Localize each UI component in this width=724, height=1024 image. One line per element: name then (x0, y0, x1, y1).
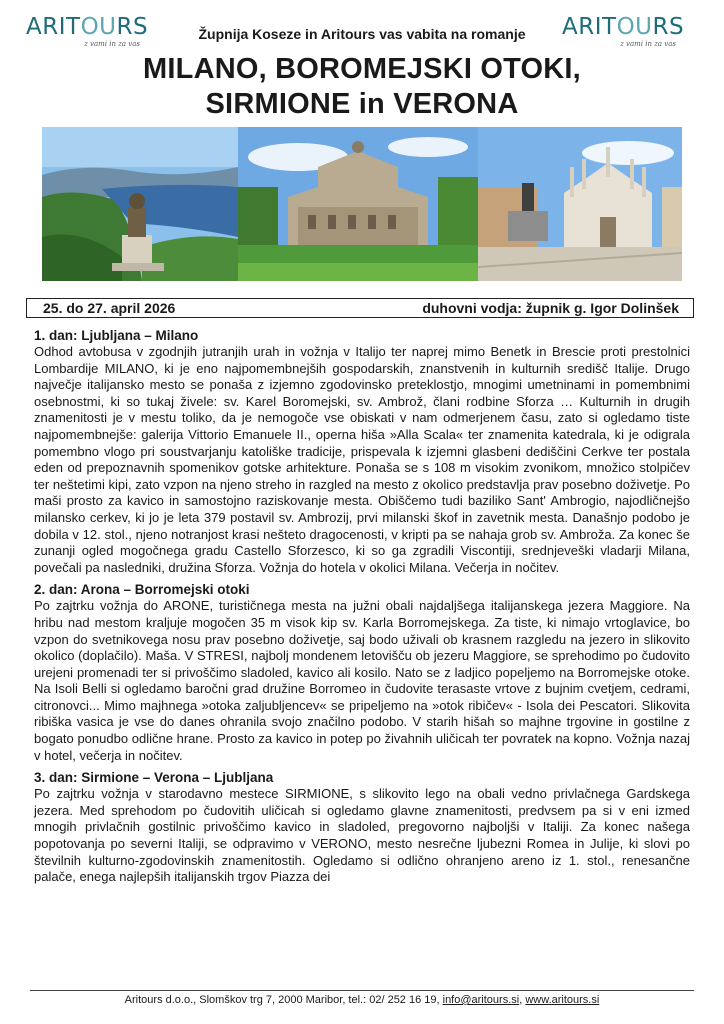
photo-strip (42, 127, 682, 281)
day-3-heading: 3. dan: Sirmione – Verona – Ljubljana (34, 770, 274, 786)
spiritual-leader: duhovni vodja: župnik g. Igor Dolinšek (422, 300, 679, 316)
aritours-logo-left: ARITOURS z vami in za vas (26, 14, 160, 54)
page-title (0, 52, 724, 122)
day-1-text: Odhod avtobusa v zgodnjih jutranjih urah in vožnja v Italijo ter naprej mimo Benetk in Brescie proti prestolnici Lombardije MILANO, ki je eno najpomembnejših gospodarskih, znanstvenih in kulturnih središč Italije. Drugo največje italijansko mesto se ponaša z izjemno zgodovinsko preteklostjo, mnogimi umetninami in pomembnimi osebnostmi, ki so tukaj živele: sv. Karel Boromejski, sv. Ambrož, člani rodbine Sforza … Kulturnih in drugih znamenitosti je v mestu toliko, da je nemogoče vse obiskati v nam odmerjenem času, zato si ogledamo tiste najpomembnejše: galerija Vittorio Emanuele II., operna hiša »Alla Scala« ter znamenita katedrala, ki je odigrala pomembno vlogo pri soustvarjanju katoliške tradicije, prispevala k izjemni glasbeni dediščini Cerkve ter postala eden od prepoznavnih spomenikov gotske arhitekture. Ponaša se s 108 m visokim zvonikom, množico stolpičev ter neštetimi kipi, zato vzpon na njeno streho in razgled na mesto z okolico predstavlja prav posebno doživetje. Po maši prosto za kavico in samostojno raziskovanje mesta. Obiščemo tudi baziliko Sant' Ambrogio, najodličnejšo milansko cerkev, ki jo je leta 379 postavil sv. Ambrozij, prvi milanski škof in zavetnik mesta. Današnjo podobo je dobila v 12. stol., njeno notranjost krasi nešteto dragocenosti, v kripti pa se nahaja grob sv. Ambroža. Za konec še zunanji ogled mogočnega gradu Castello Sforzesco, ki so ga zgradili Viscontiji, srednjeveški vladarji Milana, povečali pa nasledniki, družina Sforza. Vožnja do hotela v okolici Milana. Večerja in nočitev. (34, 344, 690, 575)
day-2-heading: 2. dan: Arona – Borromejski otoki (34, 582, 250, 598)
photo-arona-statue (42, 127, 238, 281)
aritours-logo-right: ARITOURS z vami in za vas (562, 14, 696, 54)
day-1-heading: 1. dan: Ljubljana – Milano (34, 328, 199, 343)
day-2-text: Po zajtrku vožnja do ARONE, turističnega mesta na južni obali najdaljšega italijanskega jezera Maggiore. Na hribu nad mestom kraljuje mogočen 35 m visok kip sv. Karla Borromejskega. Za tiste, ki nimajo vrtoglavice, bo vzpon do svetnikovega nosu prav posebno doživetje, saj bodo uživali ob krasnem razgledu na jezero in slikovito okolico (doplačilo). Maša. V STRESI, najbolj mondenem letovišču ob jezeru Maggiore, se sprehodimo po čudovito urejeni promenadi ter si privoščimo sladoled, kavico ali kosilo. Nato se z ladjico popeljemo na Borromejske otoke. Na Isoli Belli si ogledamo baročni grad družine Borromeo in čudovite terasaste vrtove z bujnim cvetjem, cedrami, citronovci... Mimo majhnega »otoka zaljubljencev« se pripeljemo na »otok ribičev« - Isola dei Pescatori. Slikovita ribiška vasica je vse do danes ohranila svojo značilno podobo. V starih hišah so majhne trgovine in gostilne z bogato ponudbo odlične hrane. Prosto za kavico in potep po živahnih uličicah ter povratek na kopno. Vožnja nazaj v hotel, večerja in nočitev. (34, 598, 690, 763)
footer-website-link[interactable]: www.aritours.si (525, 994, 600, 1006)
footer-divider (30, 990, 694, 991)
title-line-2: SIRMIONE in VERONA (205, 88, 519, 120)
footer: Aritours d.o.o., Slomškov trg 7, 2000 Maribor, tel.: 02/ 252 16 19, info@aritours.si, www.aritours.si (124, 994, 600, 1006)
logo-tagline: z vami in za vas (84, 40, 140, 48)
day-3-text: Po zajtrku vožnja v starodavno mestece SIRMIONE, s slikovito lego na obali vedno privlačnega Gardskega jezera. Med sprehodom po čudovitih uličicah si ogledamo glavne znamenitosti, predvsem pa si v eni izmed mnogih privlačnih gostilnic privoščimo kavico in sladoled, pregovorno najboljši v Italiji. Za konec našega popotovanja po severni Italiji, se odpravimo v VERONO, mesto nesrečne ljubezni Romea in Julije, ki slovi po številnih kulturno-zgodovinskih znamenitostih. Ogledamo si odlično ohranjeno areno iz 1. stol., renesančne palače, enega najlepših italijanskih trgov Piazza dei (34, 786, 690, 885)
photo-milan-duomo (478, 127, 682, 281)
trip-dates: 25. do 27. april 2026 (43, 300, 176, 316)
footer-email-link[interactable]: info@aritours.si (442, 994, 520, 1006)
logo-tagline: z vami in za vas (620, 40, 676, 48)
footer-company: Aritours d.o.o., Slomškov trg 7, 2000 Maribor, tel.: 02/ 252 16 19, (124, 994, 443, 1006)
title-line-1: MILANO, BOROMEJSKI OTOKI, (143, 53, 581, 85)
photo-isola-bella (238, 127, 478, 281)
itinerary (34, 327, 690, 891)
trip-info-bar (26, 298, 694, 318)
invitation-line: Župnija Koseze in Aritours vas vabita na romanje (198, 26, 526, 42)
